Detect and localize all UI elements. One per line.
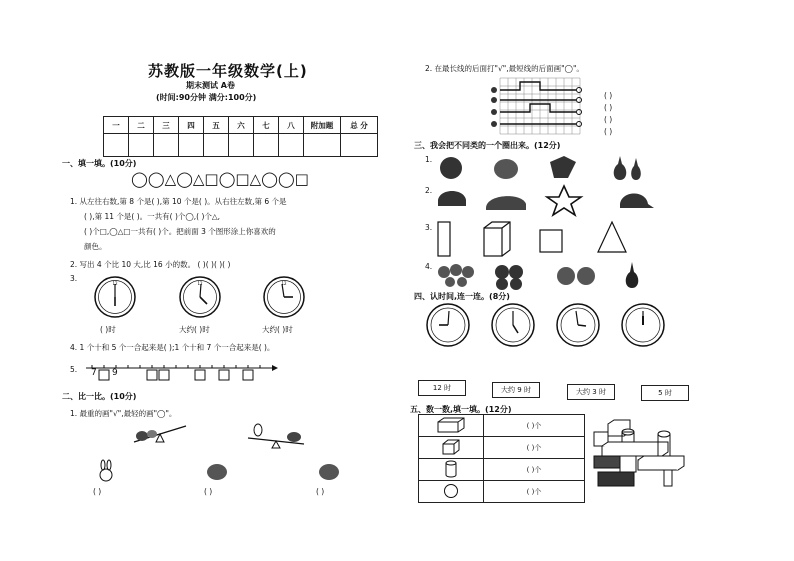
score-col-2: 二 [129,117,154,134]
line-blank-3[interactable]: ( ) [604,115,613,124]
time-box-4[interactable]: 5 时 [641,385,689,401]
clock-icon [555,302,601,348]
cuboid-icon [484,222,510,256]
line-blank-4[interactable]: ( ) [604,127,613,136]
page-title: 苏教版一年级数学(上) [148,62,308,80]
cabbage-icon [550,156,576,178]
row-label-2: 2. [425,186,433,195]
animal-icon [205,460,229,482]
block-structure-illustration [590,420,690,496]
score-cell[interactable] [204,134,229,157]
clock-icon [93,275,137,319]
cube-icon [441,439,461,455]
score-col-8: 八 [279,117,304,134]
pear-icon [631,158,641,180]
clock-icon [425,302,471,348]
svg-text:12: 12 [197,281,203,286]
q1-line4: 颜色。 [84,242,107,251]
rectangle-icon [438,222,450,256]
clock-icon [178,275,222,319]
pear-icon [626,262,639,288]
score-col-3: 三 [154,117,179,134]
count-blank-3[interactable]: ( )个 [484,459,585,481]
q3-label: 3. [70,274,78,283]
score-cell[interactable] [179,134,204,157]
weight-blank-1[interactable]: ( ) [93,487,102,496]
section4-heading: 四、认时间,连一连。(8分) [414,292,510,301]
score-cell[interactable] [129,134,154,157]
count-table [418,414,585,503]
count-blank-1[interactable]: ( )个 [484,415,585,437]
svg-text:12: 12 [112,281,118,286]
row-label-3: 3. [425,223,433,232]
numberline-value-7: 7 [91,368,97,378]
test-subtitle: 期末测试 A卷 [186,81,235,90]
weight-blank-3[interactable]: ( ) [316,487,325,496]
row-label-1: 1. [425,155,433,164]
svg-text:12: 12 [281,281,287,286]
table-row [419,481,585,503]
score-col-6: 六 [229,117,254,134]
row4-items[interactable] [436,260,656,290]
score-col-7: 七 [254,117,279,134]
score-cell[interactable] [104,134,129,157]
score-cell[interactable] [304,134,341,157]
section3-heading: 三、我会把不同类的一个圈出来。(12分) [414,141,561,150]
clock-label-2: 大约( )时 [179,325,210,334]
score-table-header [104,117,378,134]
score-cell[interactable] [154,134,179,157]
test-info: (时间:90分钟 满分:100分) [156,93,257,102]
weight-blank-2[interactable]: ( ) [204,487,213,496]
animal-icon [317,462,341,482]
star-icon [547,186,581,215]
cuboid-icon [436,417,466,433]
section2-heading: 二、比一比。(10分) [62,392,137,401]
cap-icon [620,194,654,209]
row2-items[interactable] [436,184,656,216]
row1-items[interactable] [436,152,646,182]
line-blank-1[interactable]: ( ) [604,91,613,100]
score-table [103,116,378,157]
hat-icon [438,191,466,206]
section1-heading: 一、填一填。(10分) [62,159,137,168]
score-table-blank-row [104,134,378,157]
shape-sequence: ◯◯△◯△□◯□△◯◯□ [131,170,309,188]
peach-icon [494,159,518,179]
apple-icon [440,157,462,179]
q2-text: 2. 写出 4 个比 10 大,比 16 小的数。 ( )( )( )( ) [70,260,231,269]
clock-icon [620,302,666,348]
flower-icon [557,267,595,285]
count-blank-4[interactable]: ( )个 [484,481,585,503]
numberline-value-9: 9 [112,368,118,378]
score-col-total: 总 分 [341,117,378,134]
sphere-icon [443,483,459,499]
section5-heading: 五、数一数,填一填。(12分) [410,405,512,414]
pear-icon [614,156,627,180]
time-box-1[interactable]: 12 时 [418,380,466,396]
row3-items[interactable] [436,218,656,260]
table-row [419,437,585,459]
score-cell[interactable] [279,134,304,157]
count-blank-2[interactable]: ( )个 [484,437,585,459]
clock-label-1: ( )时 [100,325,116,334]
time-box-2[interactable]: 大约 9 时 [492,382,540,398]
table-row [419,415,585,437]
score-col-bonus: 附加题 [304,117,341,134]
score-col-1: 一 [104,117,129,134]
cylinder-icon [443,460,459,478]
score-cell[interactable] [229,134,254,157]
line-blank-2[interactable]: ( ) [604,103,613,112]
clock-label-3: 大约( )时 [262,325,293,334]
right-q2: 2. 在最长线的后面打"√",最短线的后面画"◯"。 [425,64,584,73]
score-cell[interactable] [341,134,378,157]
triangle-icon [598,222,626,252]
section2-q1: 1. 最重的画"√",最轻的画"◯"。 [70,409,177,418]
q1-line1: 1. 从左往右数,第 8 个是( ),第 10 个是( )。从右往左数,第 6 个是 [70,197,287,206]
flower-icon [438,264,474,287]
q4-text: 4. 1 个十和 5 个一合起来是( );1 个十和 7 个一合起来是( )。 [70,343,275,352]
score-cell[interactable] [254,134,279,157]
line-grid [490,78,590,136]
hat-icon [486,196,526,210]
q1-line2: ( ),第 11 个是( )。一共有( )个◯,( )个△, [84,212,221,221]
score-col-5: 五 [204,117,229,134]
square-icon [540,230,562,252]
time-box-3[interactable]: 大约 3 时 [567,384,615,400]
clover-icon [495,265,523,290]
row-label-4: 4. [425,262,433,271]
seesaw-illustration [246,420,308,450]
seesaw-illustration [130,420,190,450]
rabbit-icon [96,460,116,482]
clock-icon [262,275,306,319]
q5-label: 5. [70,365,78,374]
clock-icon [490,302,536,348]
q1-line3: ( )个□,◯△□一共有( )个。把前面 3 个图形涂上你喜欢的 [84,227,276,236]
table-row [419,459,585,481]
score-col-4: 四 [179,117,204,134]
